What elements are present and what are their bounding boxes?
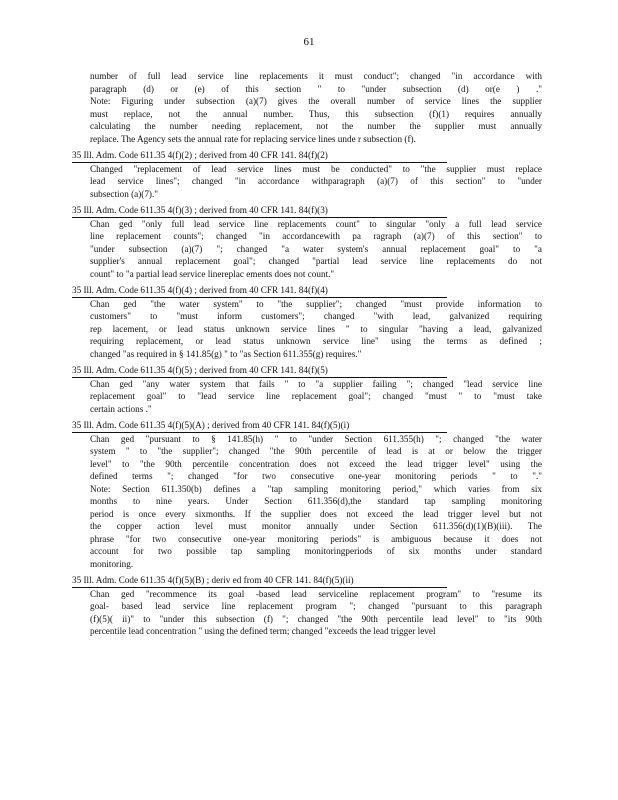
text-line: count" to "a partial lead service linereplac ements does not count."	[90, 268, 335, 279]
text-line: months to nine years. Under Section 611.356(d),the standard tap sampling monitoring	[90, 496, 542, 506]
citation-entry	[72, 145, 542, 200]
text-line: Note: Figuring under subsection (a)(7) gives the overall number of service lines the supplier	[90, 96, 542, 106]
citation-heading: 35 Ill. Adm. Code 611.35 4(f)(3) ; derived from 40 CFR 141. 84(f)(3)	[72, 204, 447, 218]
text-line: line replacement counts"; changed "in accordancewith pa ragraph (a)(7) of this section" to	[90, 231, 542, 241]
citation-heading: 35 Ill. Adm. Code 611.35 4(f)(2) ; derived from 40 CFR 141. 84(f)(2)	[72, 149, 447, 163]
text-line: system " to "the supplier"; changed "the 90th percentile of lead is at or below the trigger	[90, 446, 542, 456]
text-line: Chan ged "only full lead service line replacements count" to singular "only a full lead service	[90, 218, 542, 229]
citation-entry	[72, 360, 542, 415]
text-line: goal- based lead service line replacement program "; changed "pursuant to this paragraph	[90, 601, 542, 611]
text-line: must replace, not the annual number. Thus, this subsection (f)(1) requires annually	[90, 108, 542, 119]
text-line: "under subsection (a)(7) "; changed "a water system's annual replacement goal" to "a	[90, 243, 542, 254]
citation-heading: 35 Ill. Adm. Code 611.35 4(f)(5)(B) ; deriv ed from 40 CFR 141. 84(f)(5)(ii)	[72, 574, 447, 588]
text-line: subsection (a)(7)."	[90, 188, 159, 199]
text-line: Chan ged "pursuant to § 141.85(h) " to "under Section 611.355(h) "; changed "the water	[90, 433, 542, 444]
text-line: replace. The Agency sets the annual rate for replacing service lines unde r subsection (f).	[90, 133, 416, 144]
citation-heading: 35 Ill. Adm. Code 611.35 4(f)(4) ; derived from 40 CFR 141. 84(f)(4)	[72, 284, 447, 298]
intro-paragraph	[90, 70, 542, 145]
citation-note	[90, 298, 542, 361]
text-line: Chan ged "the water system" to "the supplier"; changed "must provide information to	[90, 298, 542, 309]
page-number: 61	[303, 36, 315, 48]
text-line: calculating the number needing replacement, not the number the supplier must annually	[90, 121, 542, 131]
text-line: level" to "the 90th percentile concentration does not exceed the lead trigger level" using the	[90, 458, 542, 469]
text-line: period is once every sixmonths. If the supplier does not exceed the lead trigger level but not	[90, 508, 542, 519]
text-line: Changed "replacement of lead service lines must be conducted" to "the supplier must replace	[90, 163, 542, 174]
citation-note	[90, 163, 542, 201]
text-line: Chan ged "recommence its goal -based lead serviceline replacement program" to "resume its	[90, 588, 542, 599]
citation-entry	[72, 570, 542, 638]
document-body	[72, 70, 542, 638]
citation-entry	[72, 415, 542, 570]
text-line: (f)(5)( ii)" to "under this subsection (f) "; changed "the 90th percentile lead level" to "its 90th	[90, 613, 542, 624]
text-line: monitoring.	[90, 558, 134, 569]
citation-heading: 35 Ill. Adm. Code 611.35 4(f)(5)(A) ; derived from 40 CFR 141. 84(f)(5)(i)	[72, 419, 447, 433]
text-line: number of full lead service line replacements it must conduct"; changed "in accordance with	[90, 71, 542, 81]
citation-entry	[72, 200, 542, 280]
text-line: phrase "for two consecutive one-year monitoring periods" is ambiguous because it does not	[90, 533, 542, 544]
citation-entries	[72, 145, 542, 638]
text-line: Chan ged "any water system that fails " to "a supplier failing "; changed "lead service line	[90, 378, 542, 389]
citation-note	[90, 433, 542, 571]
text-line: certain actions ."	[90, 403, 152, 414]
text-line: percentile lead concentration " using the defined term; changed "exceeds the lead trigger level	[90, 626, 436, 636]
text-line: defined terms "; changed "for two consecutive one-year monitoring periods " to "."	[90, 471, 542, 481]
text-line: Note: Section 611.350(b) defines a "tap sampling monitoring period," which varies from six	[90, 483, 542, 494]
text-line: changed "as required in § 141.85(g) " to "as Section 611.355(g) requires."	[90, 348, 362, 359]
text-line: supplier's annual replacement goal"; changed "partial lead service line replacements do not	[90, 256, 542, 266]
citation-note	[90, 378, 542, 416]
text-line: requiring replacement, or lead status unknown service line" using the terms as defined ;	[90, 336, 542, 346]
citation-note	[90, 218, 542, 281]
text-line: the copper action level must monitor annually under Section 611.356(d)(1)(B)(iii). The	[90, 521, 542, 531]
text-line: lead service lines"; changed "in accordance withparagraph (a)(7) of this section" to "under	[90, 176, 542, 186]
text-line: replacement goal" to "lead service line replacement goal"; changed "must " to "must take	[90, 391, 542, 401]
citation-note	[90, 588, 542, 638]
citation-heading: 35 Ill. Adm. Code 611.35 4(f)(5) ; derived from 40 CFR 141. 84(f)(5)	[72, 364, 447, 378]
text-line: customers" to "must inform customers"; changed "with lead, galvanized requiring	[90, 311, 542, 321]
text-line: rep lacement, or lead status unknown service lines " to singular "having a lead, galvanized	[90, 323, 542, 334]
citation-entry	[72, 280, 542, 360]
text-line: paragraph (d) or (e) of this section " to "under subsection (d) or(e ) ."	[90, 83, 542, 94]
text-line: account for two possible tap sampling monitoringperiods of six months under standard	[90, 546, 542, 556]
